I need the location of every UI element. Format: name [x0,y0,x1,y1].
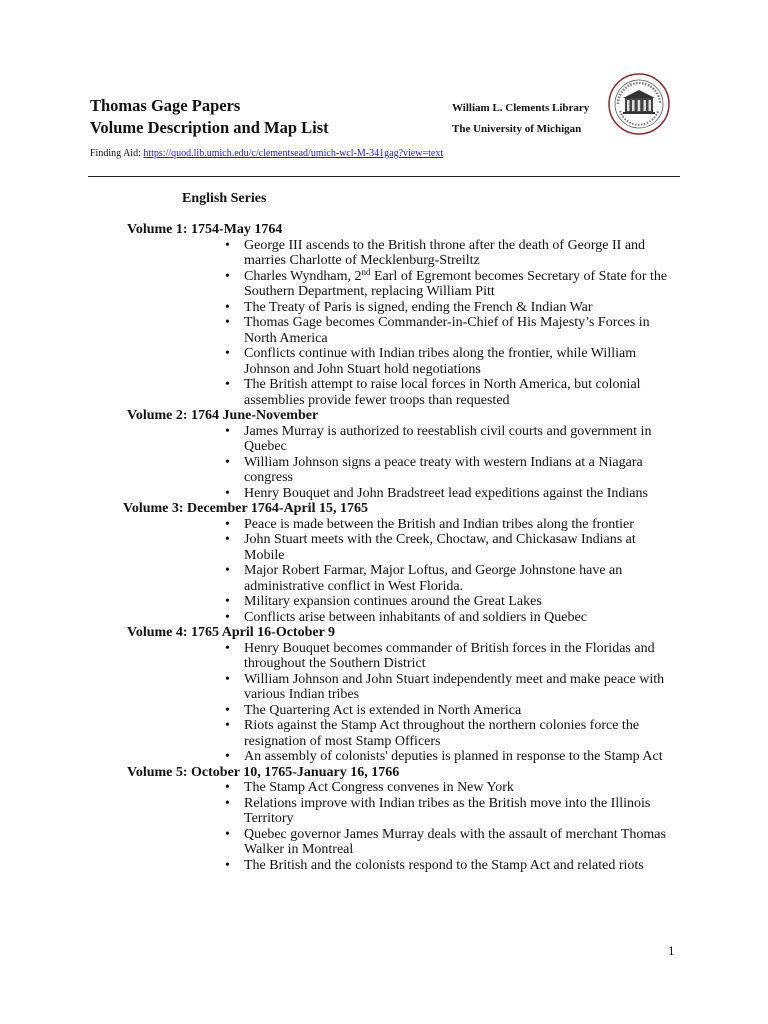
header-divider [88,176,680,177]
list-item: • The British and the colonists respond to the Stamp Act and related riots [244,858,678,874]
list-item: • George III ascends to the British throne after the death of George II and marries Charlotte of Mecklenburg-Streiltz [244,238,678,269]
list-item: • An assembly of colonists' deputies is planned in response to the Stamp Act [244,749,678,765]
finding-aid-link[interactable]: https://quod.lib.umich.edu/c/clementsead/umich-wcl-M-341gag?view=text [143,148,444,159]
library-seal-icon [608,73,670,135]
university-name: The University of Michigan [452,123,582,135]
list-item: • Henry Bouquet becomes commander of British forces in the Floridas and throughout the Southern District [244,641,678,672]
volume-heading: Volume 5: October 10, 1765-January 16, 1766 [127,764,400,780]
list-item: • Quebec governor James Murray deals with the assault of merchant Thomas Walker in Montreal [244,827,678,858]
list-item: • Relations improve with Indian tribes as the British move into the Illinois Territory [244,796,678,827]
volume-heading: Volume 3: December 1764-April 15, 1765 [123,501,368,516]
title-line-1: Thomas Gage Papers [90,96,241,115]
series-heading: English Series [182,191,267,206]
list-item: • Charles Wyndham, 2nd Earl of Egremont becomes Secretary of State for the Southern Department, replacing William Pitt [244,269,678,300]
list-item: • Henry Bouquet and John Bradstreet lead expeditions against the Indians [244,486,678,502]
list-item: • Military expansion continues around the Great Lakes [244,594,678,610]
list-item: • Major Robert Farmar, Major Loftus, and George Johnstone have an administrative conflict in West Florida. [244,563,678,594]
list-item: • Conflicts arise between inhabitants of and soldiers in Quebec [244,610,678,626]
finding-aid [90,148,443,159]
list-item: • Peace is made between the British and Indian tribes along the frontier [244,517,678,533]
volume-items [0,780,768,873]
list-item: • William Johnson and John Stuart independently meet and make peace with various Indian tribes [244,672,678,703]
volume-items [0,424,768,502]
list-item: • The Stamp Act Congress convenes in New York [244,780,678,796]
volume-heading: Volume 4: 1765 April 16-October 9 [127,625,336,640]
volume-items [0,641,768,765]
title-line-2: Volume Description and Map List [90,118,329,137]
library-name: William L. Clements Library [452,102,590,114]
volume-list [0,222,768,873]
list-item: • John Stuart meets with the Creek, Choctaw, and Chickasaw Indians at Mobile [244,532,678,563]
volume-heading: Volume 1: 1754-May 1764 [127,222,283,237]
list-item: • The British attempt to raise local forces in North America, but colonial assemblies provide fewer troops than requested [244,377,678,408]
list-item: • Riots against the Stamp Act throughout the northern colonies force the resignation of most Stamp Officers [244,718,678,749]
volume-items [0,517,768,626]
list-item: • The Treaty of Paris is signed, ending the French & Indian War [244,300,678,316]
list-item: • Thomas Gage becomes Commander-in-Chief of His Majesty’s Forces in North America [244,315,678,346]
volume-items [0,238,768,409]
document-title [90,95,329,139]
volume-heading: Volume 2: 1764 June-November [127,408,319,423]
list-item: • The Quartering Act is extended in North America [244,703,678,719]
list-item: • Conflicts continue with Indian tribes along the frontier, while William Johnson and John Stuart hold negotiations [244,346,678,377]
library-affiliation [452,98,589,140]
list-item: • James Murray is authorized to reestablish civil courts and government in Quebec [244,424,678,455]
page-number: 1 [668,943,675,958]
finding-aid-label: Finding Aid: [90,148,141,159]
list-item: • William Johnson signs a peace treaty with western Indians at a Niagara congress [244,455,678,486]
